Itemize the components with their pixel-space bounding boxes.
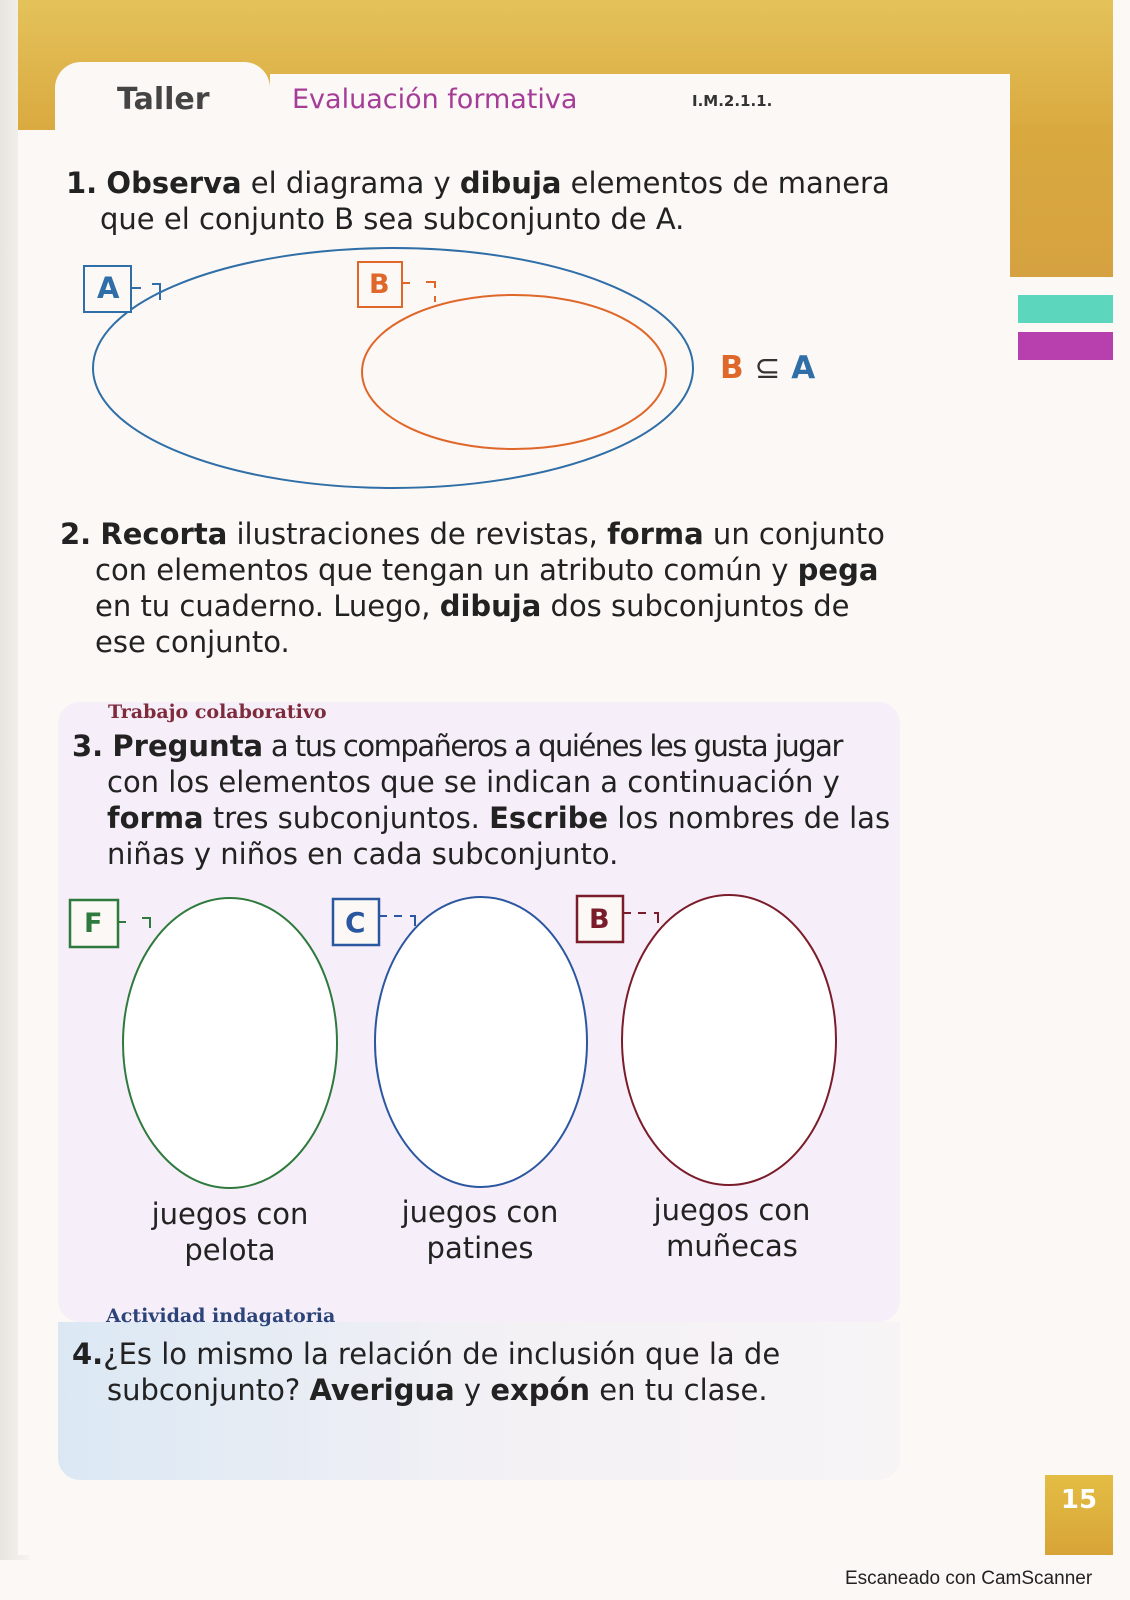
text: con elementos que tengan un atributo común y xyxy=(95,553,798,587)
set-b2-diagram xyxy=(577,895,836,1185)
inquiry-activity-title: Actividad indagatoria xyxy=(106,1305,336,1327)
text: en tu clase. xyxy=(590,1373,768,1407)
verb: dibuja xyxy=(439,589,542,623)
set-c-connector xyxy=(379,916,415,926)
text: elementos de manera xyxy=(561,166,890,200)
set-c-ellipse xyxy=(375,897,587,1187)
set-c-diagram xyxy=(333,897,587,1187)
subset-symbol: ⊆ xyxy=(754,350,781,386)
verb: dibuja xyxy=(459,166,562,200)
verb: Averigua xyxy=(309,1373,455,1407)
set-f-diagram xyxy=(70,898,337,1188)
caption-line: patines xyxy=(426,1231,534,1265)
text: ese conjunto. xyxy=(95,625,290,659)
relation-a: A xyxy=(791,350,816,386)
taller-label: Taller xyxy=(117,82,210,117)
verb: Recorta xyxy=(100,517,228,551)
caption-line: pelota xyxy=(184,1233,276,1267)
set-c-label: C xyxy=(345,906,366,939)
caption-line: muñecas xyxy=(666,1229,798,1263)
set-c-caption xyxy=(370,1194,590,1266)
set-b2-ellipse xyxy=(622,895,836,1185)
text: tres subconjuntos. xyxy=(203,801,490,835)
caption-line: juegos con xyxy=(151,1197,309,1231)
text: los nombres de las xyxy=(608,801,891,835)
verb: Pregunta xyxy=(112,729,264,763)
collaborative-work-title: Trabajo colaborativo xyxy=(108,701,327,723)
scanner-watermark: Escaneado con CamScanner xyxy=(845,1568,1093,1589)
question-number: 3. xyxy=(72,729,104,763)
set-f-ellipse xyxy=(123,898,337,1188)
set-b2-label: B xyxy=(589,904,610,935)
verb: Escribe xyxy=(489,801,609,835)
text: y xyxy=(454,1373,491,1407)
verb: pega xyxy=(797,553,879,587)
verb: forma xyxy=(607,517,704,551)
skill-code: I.M.2.1.1. xyxy=(692,92,773,110)
text: a tus compañeros a quiénes les gusta jugar xyxy=(263,729,842,763)
text: subconjunto? xyxy=(107,1373,310,1407)
set-a-label: A xyxy=(97,271,120,305)
text: un conjunto xyxy=(703,517,885,551)
text: en tu cuaderno. Luego, xyxy=(95,589,440,623)
page-number: 15 xyxy=(1045,1475,1113,1555)
text: ¿Es lo mismo la relación de inclusión que la de xyxy=(103,1337,781,1371)
text: niñas y niños en cada subconjunto. xyxy=(107,837,619,871)
text: dos subconjuntos de xyxy=(541,589,850,623)
caption-line: juegos con xyxy=(401,1195,559,1229)
question-number: 4. xyxy=(72,1337,104,1371)
text: que el conjunto B sea subconjunto de A. xyxy=(100,202,685,236)
verb: Observa xyxy=(106,166,242,200)
text: ilustraciones de revistas, xyxy=(227,517,608,551)
verb: expón xyxy=(490,1373,591,1407)
caption-line: juegos con xyxy=(653,1193,811,1227)
question-number: 2. xyxy=(60,517,92,551)
set-f-label: F xyxy=(84,908,103,939)
text: con los elementos que se indican a continuación y xyxy=(107,765,840,799)
set-b2-caption xyxy=(622,1192,842,1264)
verb: forma xyxy=(107,801,204,835)
text: el diagrama y xyxy=(241,166,460,200)
set-f-caption xyxy=(120,1196,340,1268)
evaluacion-label: Evaluación formativa xyxy=(292,84,578,115)
relation-b: B xyxy=(720,350,744,386)
question-4 xyxy=(72,1336,780,1408)
question-number: 1. xyxy=(66,166,98,200)
set-f-connector xyxy=(118,918,150,928)
set-b-label: B xyxy=(369,269,390,300)
set-b2-connector xyxy=(623,913,658,923)
